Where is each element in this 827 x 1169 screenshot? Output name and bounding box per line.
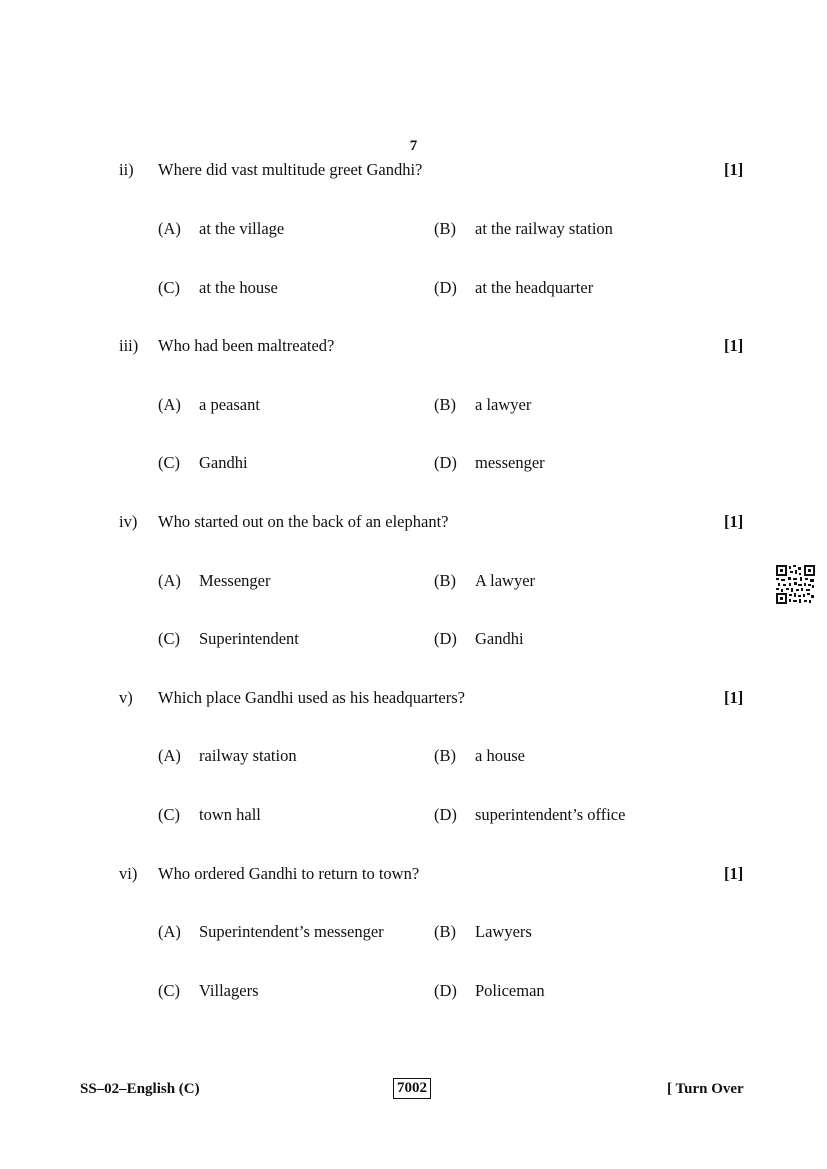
option-text: at the railway station bbox=[475, 219, 613, 238]
option-text: Lawyers bbox=[475, 922, 532, 941]
option-label: (D) bbox=[434, 278, 457, 297]
question-text: Who ordered Gandhi to return to town? bbox=[158, 864, 420, 883]
option-label: (A) bbox=[158, 395, 181, 414]
option-label: (A) bbox=[158, 922, 181, 941]
option-label: (D) bbox=[434, 453, 457, 472]
option-label: (C) bbox=[158, 629, 180, 648]
question-iv bbox=[0, 512, 827, 536]
question-vi bbox=[0, 864, 827, 888]
question-number: vi) bbox=[119, 864, 138, 883]
question-text: Who started out on the back of an elephant? bbox=[158, 512, 449, 531]
question-marks: [1] bbox=[724, 160, 744, 179]
option-text: at the house bbox=[199, 278, 278, 297]
option-label: (D) bbox=[434, 981, 457, 1000]
option-text: Superintendent bbox=[199, 629, 299, 648]
footer-turn-over: [ Turn Over bbox=[667, 1081, 744, 1097]
footer-subject-code: SS–02–English (C) bbox=[80, 1081, 200, 1097]
question-iii bbox=[0, 336, 827, 360]
option-label: (A) bbox=[158, 571, 181, 590]
option-text: railway station bbox=[199, 746, 297, 765]
option-text: a house bbox=[475, 746, 525, 765]
option-label: (A) bbox=[158, 746, 181, 765]
question-text: Who had been maltreated? bbox=[158, 336, 335, 355]
option-label: (B) bbox=[434, 395, 456, 414]
option-text: Villagers bbox=[199, 981, 259, 1000]
question-marks: [1] bbox=[724, 688, 744, 707]
option-text: at the headquarter bbox=[475, 278, 594, 297]
option-text: messenger bbox=[475, 453, 545, 472]
option-label: (B) bbox=[434, 571, 456, 590]
question-text: Where did vast multitude greet Gandhi? bbox=[158, 160, 423, 179]
option-text: town hall bbox=[199, 805, 261, 824]
question-ii bbox=[0, 160, 827, 184]
option-text: superintendent’s office bbox=[475, 805, 626, 824]
option-label: (A) bbox=[158, 219, 181, 238]
option-label: (D) bbox=[434, 629, 457, 648]
option-label: (B) bbox=[434, 922, 456, 941]
question-number: iv) bbox=[119, 512, 138, 531]
question-marks: [1] bbox=[724, 512, 744, 531]
option-label: (B) bbox=[434, 219, 456, 238]
option-text: Superintendent’s messenger bbox=[199, 922, 384, 941]
option-label: (C) bbox=[158, 278, 180, 297]
page-number: 7 bbox=[409, 138, 418, 154]
option-text: A lawyer bbox=[475, 571, 536, 590]
question-marks: [1] bbox=[724, 336, 744, 355]
option-text: a lawyer bbox=[475, 395, 532, 414]
question-v bbox=[0, 688, 827, 712]
option-label: (D) bbox=[434, 805, 457, 824]
question-text: Which place Gandhi used as his headquarters? bbox=[158, 688, 465, 707]
option-label: (C) bbox=[158, 805, 180, 824]
option-text: Gandhi bbox=[475, 629, 524, 648]
option-label: (C) bbox=[158, 453, 180, 472]
option-text: Messenger bbox=[199, 571, 271, 590]
option-text: Policeman bbox=[475, 981, 545, 1000]
question-marks: [1] bbox=[724, 864, 744, 883]
qr-code-icon bbox=[776, 565, 815, 604]
footer-paper-code: 7002 bbox=[393, 1078, 431, 1099]
option-text: Gandhi bbox=[199, 453, 248, 472]
question-number: iii) bbox=[119, 336, 139, 355]
option-label: (C) bbox=[158, 981, 180, 1000]
option-text: at the village bbox=[199, 219, 285, 238]
question-number: v) bbox=[119, 688, 133, 707]
question-number: ii) bbox=[119, 160, 134, 179]
option-label: (B) bbox=[434, 746, 456, 765]
option-text: a peasant bbox=[199, 395, 260, 414]
